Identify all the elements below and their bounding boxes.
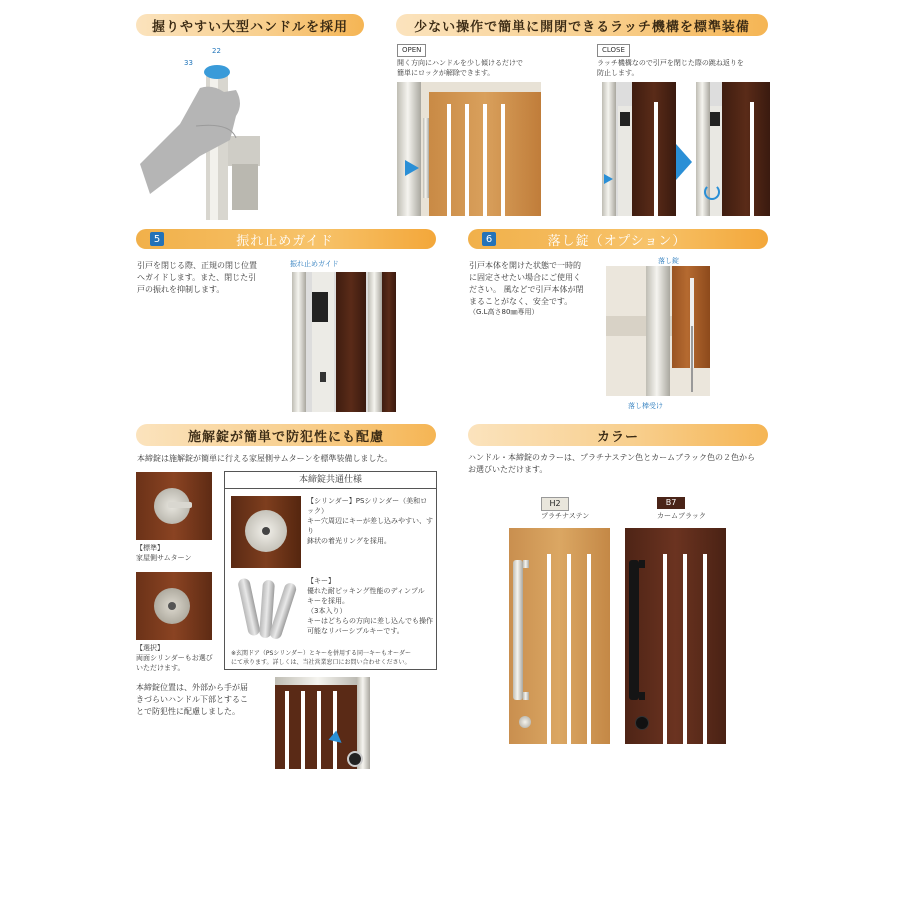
guide-callout: 振れ止めガイド xyxy=(290,260,339,268)
swatch-b7-name: カームブラック xyxy=(657,512,706,520)
section-number-5: 5 xyxy=(150,232,164,246)
droplock-photo xyxy=(606,266,710,396)
droplock-section-bar xyxy=(468,229,768,249)
handle-depth-dimension: 33 xyxy=(184,59,193,67)
guide-description: 引戸を閉じる際、正規の閉じ位置 へガイドします。また、閉じた引 戸の振れを抑制します。 xyxy=(137,261,257,294)
color-description: ハンドル・本締錠のカラーは、プラチナステン色とカームブラック色の２色から お選びいただけます。 xyxy=(468,453,755,474)
spec-box-title: 本締錠共通仕様 xyxy=(225,472,436,489)
cylinder-photo xyxy=(231,496,301,568)
lock-position-description: 本締錠位置は、外部から手が届 きづらいハンドル下部とするこ とで防犯性に配慮しました。 xyxy=(136,683,248,716)
calm-black-handle-photo xyxy=(625,528,726,744)
open-label: OPEN xyxy=(397,44,426,57)
security-intro: 本締錠は施解錠が簡単に行える家屋側サムターンを標準装備しました。 xyxy=(137,454,393,463)
arrow-right-icon xyxy=(604,174,613,184)
platinum-handle-photo xyxy=(509,528,610,744)
swatch-b7: B7 xyxy=(657,497,685,509)
close-photo-before xyxy=(602,82,676,216)
handle-section-title: 握りやすい大型ハンドルを採用 xyxy=(136,14,364,36)
option-caption: 【選択】 両面シリンダーもお選び いただけます。 xyxy=(136,644,213,672)
keys-photo xyxy=(235,576,299,642)
rotate-arrow-icon xyxy=(704,184,720,200)
close-description: ラッチ機構なので引戸を閉じた際の跳ね返りを 防止します。 xyxy=(597,59,744,77)
droplock-note: （G.L高さ80㎜専用） xyxy=(469,308,539,316)
open-description: 開く方向にハンドルを少し傾けるだけで 簡単にロックが解除できます。 xyxy=(397,59,523,77)
drop-rod-receiver-callout: 落し棒受け xyxy=(628,402,663,410)
lock-position-photo xyxy=(275,677,370,769)
close-photo-after xyxy=(696,82,770,216)
security-section-title: 施解錠が簡単で防犯性にも配慮 xyxy=(136,424,436,446)
section-number-6: 6 xyxy=(482,232,496,246)
droplock-section-title: 落し錠（オプション） xyxy=(547,233,687,249)
spec-footnote: ※玄関ドア（PSシリンダー）とキーを併用する同一キーもオーダー にて承ります。詳しくは、当社営業窓口にお問い合わせください。 xyxy=(231,650,412,666)
thumb-turn-photo xyxy=(136,472,212,540)
hand-grip-illustration xyxy=(140,44,270,220)
pointer-arrow-icon xyxy=(329,731,346,748)
next-step-arrow-icon xyxy=(676,144,692,180)
lock-spec-box xyxy=(224,471,437,670)
key-spec: 【キー】 優れた耐ピッキング性能のディンプル キーを採用。 （3本入り） キーはどちらの方向に差し込んでも操作 可能なリバーシブルキーです。 xyxy=(307,577,433,635)
drop-lock-callout: 落し錠 xyxy=(658,257,679,265)
double-cylinder-photo xyxy=(136,572,212,640)
latch-section-title: 少ない操作で簡単に開閉できるラッチ機構を標準装備 xyxy=(396,14,768,36)
swatch-h2-name: プラチナステン xyxy=(541,512,590,520)
standard-caption: 【標準】 家屋側サムターン xyxy=(136,544,192,562)
arrow-right-icon xyxy=(405,160,419,176)
droplock-description: 引戸本体を開けた状態で一時的 に固定させたい場合にご使用く ださい。 風などで引戸本体が閉 まることがなく、安全です。 xyxy=(469,261,584,306)
color-section-title: カラー xyxy=(468,424,768,446)
cylinder-spec: 【シリンダー】PSシリンダー（美和ロック） キー穴周辺にキーが差し込みやすい、すり 鉢状の着光リングを採用。 xyxy=(307,497,433,545)
guide-photo xyxy=(292,272,396,412)
open-photo xyxy=(397,82,541,216)
guide-section-bar xyxy=(136,229,436,249)
swatch-h2: H2 xyxy=(541,497,569,511)
guide-section-title: 振れ止めガイド xyxy=(236,233,334,249)
handle-width-dimension: 22 xyxy=(212,47,221,55)
close-label: CLOSE xyxy=(597,44,630,57)
